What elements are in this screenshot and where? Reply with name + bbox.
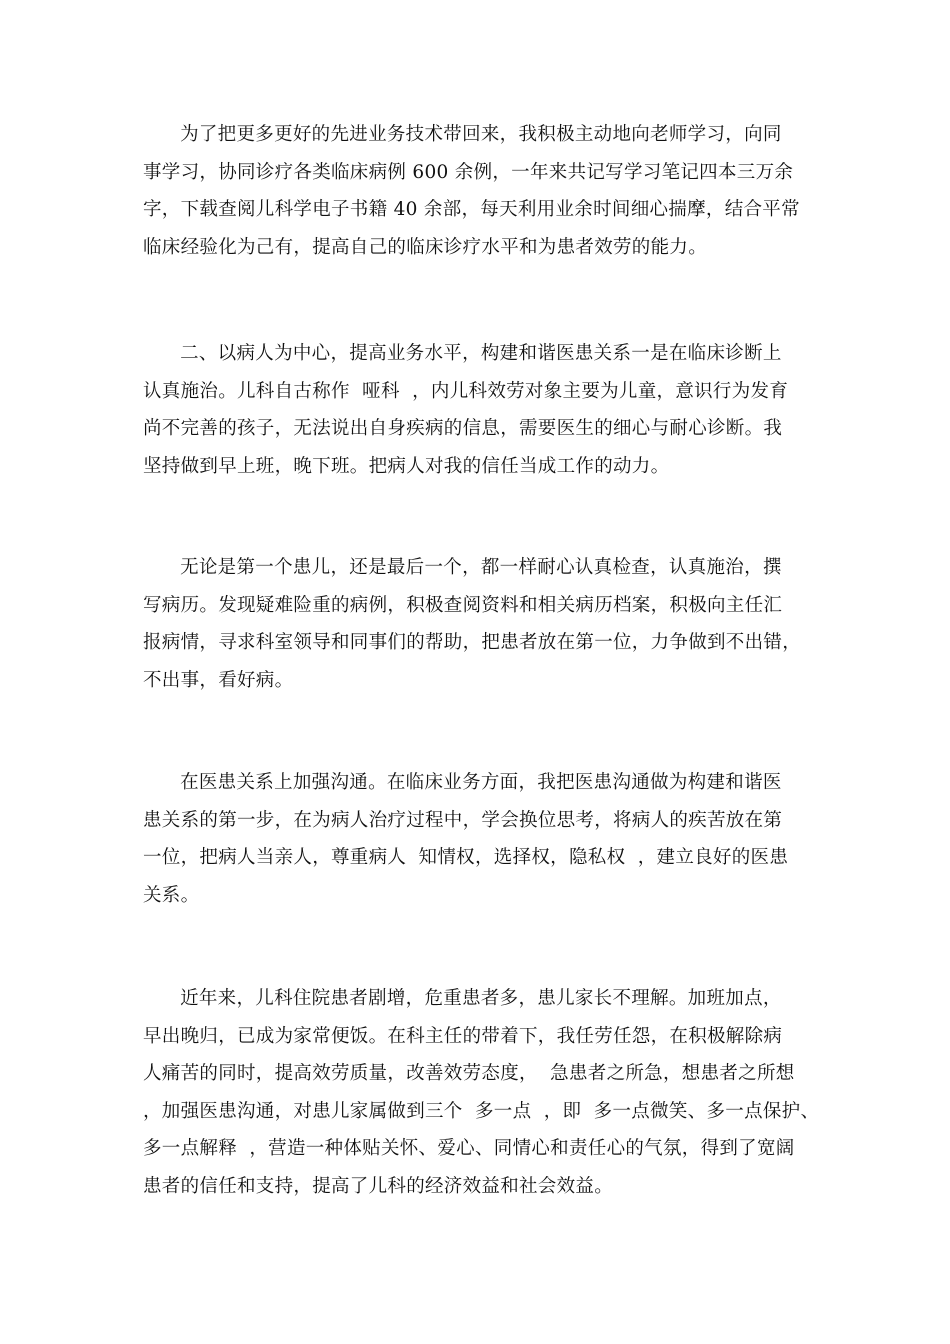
paragraph-line: 无论是第一个患儿，还是最后一个，都一样耐心认真检查，认真施治，撰	[143, 557, 782, 578]
paragraph-line: 人痛苦的同时，提高效劳质量，改善效劳态度， 急患者之所急，想患者之所想	[143, 1063, 795, 1084]
paragraph-3	[143, 549, 823, 699]
paragraph-line: 不出事，看好病。	[143, 669, 294, 691]
paragraph-line: 在医患关系上加强沟通。在临床业务方面，我把医患沟通做为构建和谐医	[143, 772, 782, 793]
paragraph-line: 为了把更多更好的先进业务技术带回来，我积极主动地向老师学习，向同	[143, 124, 782, 145]
paragraph-2	[143, 335, 823, 485]
paragraph-line: 尚不完善的孩子，无法说出自身疾病的信息，需要医生的细心与耐心诊断。我	[143, 418, 783, 439]
paragraph-line: 多一点解释 ，营造一种体贴关怀、爱心、同情心和责任心的气氛，得到了宽阔	[143, 1138, 795, 1159]
paragraph-4	[143, 764, 823, 914]
paragraph-line: 写病历。发现疑难险重的病例，积极查阅资料和相关病历档案，积极向主任汇	[143, 594, 783, 616]
paragraph-line: 报病情，寻求科室领导和同事们的帮助，把患者放在第一位，力争做到不出错，	[143, 632, 802, 653]
paragraph-5	[143, 980, 823, 1205]
paragraph-line: 近年来，儿科住院患者剧增，危重患者多，患儿家长不理解。加班加点，	[143, 988, 782, 1009]
paragraph-line: 事学习，协同诊疗各类临床病例 600 余例，一年来共记写学习笔记四本三万余	[143, 161, 794, 183]
paragraph-1	[143, 116, 823, 266]
paragraph-line: 早出晚归，已成为家常便饭。在科主任的带着下，我任劳任怨，在积极解除病	[143, 1025, 783, 1047]
paragraph-line: 患关系的第一步，在为病人治疗过程中，学会换位思考，将病人的疾苦放在第	[143, 809, 783, 831]
paragraph-line: 患者的信任和支持，提高了儿科的经济效益和社会效益。	[143, 1175, 614, 1197]
paragraph-line: 关系。	[143, 884, 200, 906]
paragraph-line: 临床经验化为己有，提高自己的临床诊疗水平和为患者效劳的能力。	[143, 236, 708, 258]
paragraph-line: 认真施治。儿科自古称作 哑科 ，内儿科效劳对象主要为儿童，意识行为发育	[143, 380, 789, 402]
paragraph-line: ，加强医患沟通，对患儿家属做到三个 多一点 ，即 多一点微笑、多一点保护、	[143, 1100, 820, 1122]
paragraph-line: 字，下载查阅儿科学电子书籍 40 余部，每天利用业余时间细心揣摩，结合平常	[143, 199, 800, 220]
paragraph-line: 二、以病人为中心，提高业务水平，构建和谐医患关系一是在临床诊断上	[143, 343, 782, 364]
paragraph-line: 坚持做到早上班，晚下班。把病人对我的信任当成工作的动力。	[143, 455, 670, 477]
paragraph-line: 一位，把病人当亲人，尊重病人 知情权，选择权，隐私权 ，建立良好的医患	[143, 847, 789, 868]
